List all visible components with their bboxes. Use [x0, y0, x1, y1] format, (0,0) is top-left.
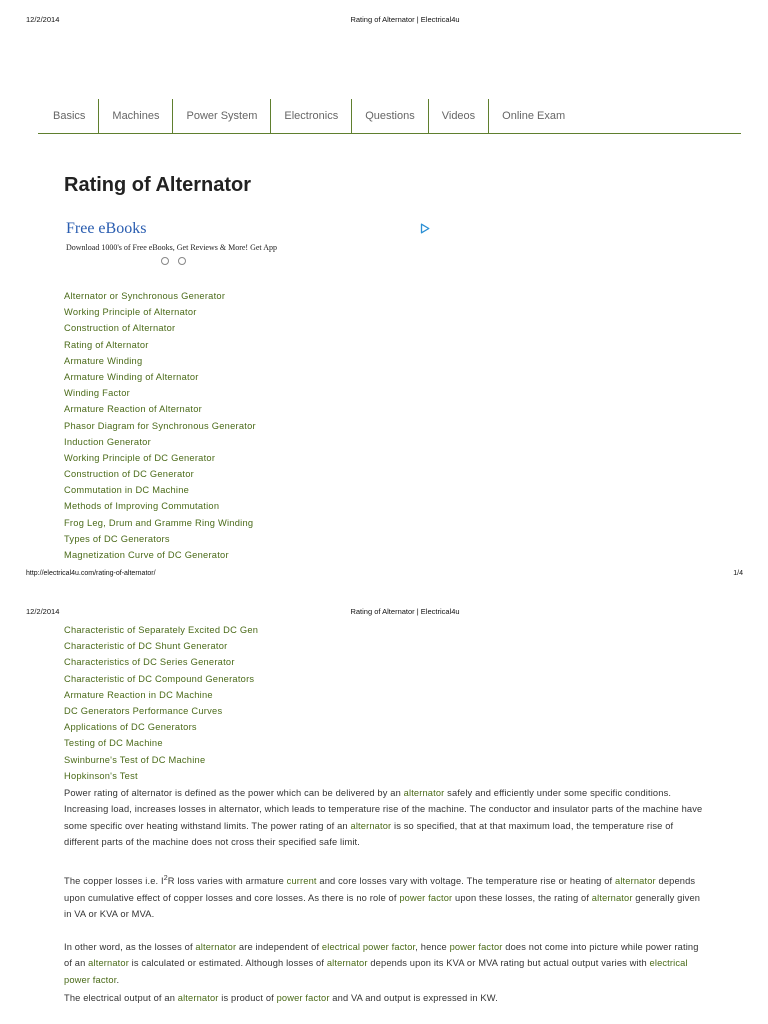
related-link[interactable]: Hopkinson's Test	[64, 770, 138, 781]
paragraph-output	[64, 990, 709, 1006]
related-link[interactable]: Working Principle of Alternator	[64, 307, 197, 318]
text-span: is so specified, that at that maximum load, the temperature rise of different parts of the machine does not cross their specified safe limit.	[64, 820, 674, 848]
text-span: safely and efficiently under some specific conditions. Increasing load, increases losses in alternator, which leads to temperature rise of the machine. The conductor and insulator parts of the machine have some specific over heating withstand limits. The power rating of an	[64, 788, 703, 831]
page-header-date: 12/2/2014	[26, 607, 60, 616]
text-span: depends upon its KVA or MVA rating but actual output varies with	[367, 958, 650, 969]
text-span: are independent of	[236, 942, 322, 952]
page-footer-number: 1/4	[733, 570, 743, 577]
related-link[interactable]: Testing of DC Machine	[64, 738, 163, 749]
nav-machines[interactable]: Machines	[99, 99, 173, 133]
text-span: The electrical output of an	[64, 993, 178, 1003]
page-header-title: Rating of Alternator | Electrical4u	[350, 607, 460, 616]
related-link[interactable]: Construction of Alternator	[64, 323, 176, 334]
related-link[interactable]: Armature Winding of Alternator	[64, 371, 199, 382]
inline-link[interactable]: alternator	[326, 958, 368, 969]
related-link[interactable]: Working Principle of DC Generator	[64, 452, 216, 463]
page-title: Rating of Alternator	[64, 174, 252, 196]
ad-description: Download 1000's of Free eBooks, Get Reviews & More! Get App	[66, 243, 277, 252]
page-footer-url: http://electrical4u.com/rating-of-alternator/	[26, 570, 156, 577]
text-span: upon these losses, the rating of	[452, 892, 592, 903]
inline-link[interactable]: alternator	[403, 788, 445, 798]
text-span: R loss varies with armature	[167, 876, 287, 887]
related-link[interactable]: Magnetization Curve of DC Generator	[64, 550, 229, 560]
text-span: does not come into picture while power rating of an	[64, 942, 699, 969]
related-link[interactable]: Characteristic of Separately Excited DC Gen	[64, 625, 259, 635]
carousel-dot[interactable]	[178, 257, 186, 265]
nav-online-exam[interactable]: Online Exam	[502, 110, 566, 122]
page-header-title: Rating of Alternator | Electrical4u	[350, 15, 460, 24]
nav-questions[interactable]: Questions	[352, 99, 429, 133]
nav-electronics[interactable]: Electronics	[271, 99, 352, 133]
inline-link[interactable]: electrical power factor	[64, 958, 688, 985]
superscript: 2	[163, 875, 168, 882]
nav-basics[interactable]: Basics	[38, 99, 99, 133]
adchoices-play-icon[interactable]	[420, 221, 430, 239]
related-link[interactable]: Characteristics of DC Series Generator	[64, 657, 235, 668]
related-links-list-continued	[64, 622, 258, 784]
related-link[interactable]: Winding Factor	[64, 388, 131, 399]
related-link[interactable]: Armature Winding	[64, 355, 143, 366]
main-nav	[38, 99, 741, 134]
paragraph-losses	[64, 871, 709, 922]
text-span: generally given in VA or KVA or MVA.	[64, 892, 701, 919]
text-span: The copper losses i.e. I	[64, 876, 164, 887]
paragraph-power-factor	[64, 939, 709, 988]
ad-title-link[interactable]: Free eBooks	[66, 220, 147, 237]
related-link[interactable]: Frog Leg, Drum and Gramme Ring Winding	[64, 517, 254, 528]
related-link[interactable]: Methods of Improving Commutation	[64, 501, 220, 512]
related-links-list	[64, 288, 256, 563]
related-link[interactable]: Alternator or Synchronous Generator	[64, 291, 226, 301]
related-link[interactable]: Phasor Diagram for Synchronous Generator	[64, 420, 256, 431]
related-link[interactable]: Rating of Alternator	[64, 339, 149, 350]
nav-power-system[interactable]: Power System	[173, 99, 271, 133]
inline-link[interactable]: power factor	[449, 942, 503, 952]
related-link[interactable]: Swinburne's Test of DC Machine	[64, 754, 206, 765]
related-link[interactable]: Types of DC Generators	[64, 533, 170, 544]
related-link[interactable]: Commutation in DC Machine	[64, 485, 190, 496]
inline-link[interactable]: alternator	[88, 958, 129, 969]
text-span: In other word, as the losses of	[64, 942, 196, 952]
page-header-date: 12/2/2014	[26, 15, 60, 24]
related-link[interactable]: Characteristic of DC Compound Generators	[64, 673, 255, 684]
nav-videos[interactable]: Videos	[429, 99, 489, 133]
inline-link[interactable]: alternator	[591, 892, 633, 903]
text-span: and VA and output is expressed in KW.	[329, 993, 498, 1003]
text-span: depends upon cumulative effect of copper losses and core losses. As there is no role of	[64, 876, 696, 903]
inline-link[interactable]: alternator	[177, 993, 219, 1003]
inline-link[interactable]: alternator	[615, 876, 656, 887]
related-link[interactable]: Construction of DC Generator	[64, 469, 194, 480]
inline-link[interactable]: alternator	[350, 820, 392, 831]
text-span: , hence	[415, 942, 450, 952]
related-link[interactable]: Induction Generator	[64, 436, 151, 447]
related-link[interactable]: Armature Reaction of Alternator	[64, 404, 202, 415]
related-link[interactable]: Applications of DC Generators	[64, 722, 197, 733]
related-link[interactable]: Characteristic of DC Shunt Generator	[64, 641, 228, 652]
related-link[interactable]: Armature Reaction in DC Machine	[64, 689, 213, 700]
text-span: and core losses vary with voltage. The temperature rise or heating of	[316, 876, 615, 887]
text-span: is calculated or estimated. Although losses of	[128, 958, 327, 969]
inline-link[interactable]: alternator	[195, 942, 237, 952]
ad-carousel-dots	[161, 257, 186, 265]
related-link[interactable]: DC Generators Performance Curves	[64, 705, 223, 716]
inline-link[interactable]: power factor	[276, 993, 330, 1003]
inline-link[interactable]: power factor	[399, 892, 453, 903]
inline-link[interactable]: electrical power factor	[321, 942, 416, 952]
text-span: Power rating of alternator is defined as the power which can be delivered by an	[64, 788, 404, 798]
carousel-dot[interactable]	[161, 257, 169, 265]
paragraph-definition	[64, 785, 709, 851]
text-span: .	[116, 974, 120, 985]
text-span: is product of	[218, 993, 277, 1003]
inline-link[interactable]: current	[286, 876, 317, 887]
